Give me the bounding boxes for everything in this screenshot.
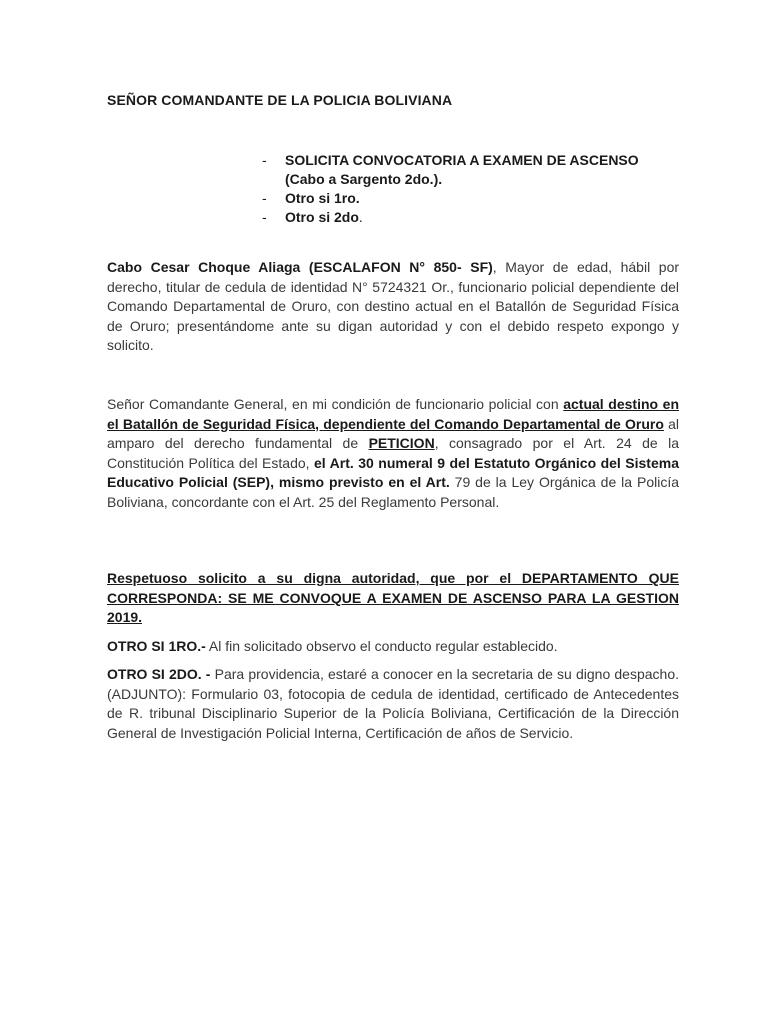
list-dash: - (262, 190, 267, 206)
subject-item (262, 208, 682, 227)
subject-text: Otro si 2do (285, 209, 359, 225)
body-emphasis-destination: actual destino en el Batallón de Seguridad Física, dependiente del Comando Departamental de Oruro (107, 396, 680, 432)
subject-suffix: . (358, 209, 363, 225)
subject-text: Otro si 1ro. (285, 190, 360, 206)
subject-item (262, 189, 682, 208)
intro-paragraph (107, 258, 679, 356)
body-text-2: al amparo del derecho fundamental de (107, 415, 679, 451)
body-paragraph (107, 395, 679, 512)
request-paragraph: Respetuoso solicito a su digna autoridad, que por el DEPARTAMENTO QUE CORRESPONDA: SE ME CONVOQUE A EXAMEN DE ASCENSO PARA LA GESTION 2019. (107, 570, 679, 625)
body-text-4: 79 de la Ley Orgánica de la Policía Boliviana, concordante con el Art. 25 del Reglamento Personal. (107, 474, 680, 510)
otrosi-1-text: Al fin solicitado observo el conducto regular establecido. (205, 638, 558, 654)
subject-item (262, 151, 682, 189)
otrosi-1-paragraph (107, 637, 679, 657)
intro-text: , Mayor de edad, hábil por derecho, titular de cedula de identidad N° 5724321 Or., funcionario policial dependiente del Comando Departamental de Oruro, con destino actual en el Batallón de Seguridad Física de Oruro; presentándome ante su digan autoridad y con el debido respeto expongo y solicito. (107, 259, 680, 353)
petitioner-name: Cabo Cesar Choque Aliaga (ESCALAFON N° 850- SF) (107, 259, 493, 275)
list-dash: - (262, 152, 267, 168)
otrosi-2-label: OTRO SI 2DO. - (107, 666, 211, 682)
subject-list (262, 151, 682, 227)
body-emphasis-peticion: PETICION (368, 435, 435, 451)
subject-text: SOLICITA CONVOCATORIA A EXAMEN DE ASCENSO (Cabo a Sargento 2do.). (285, 152, 639, 187)
otrosi-2-text: Para providencia, estaré a conocer en la secretaria de su digno despacho. (ADJUNTO): Formulario 03, fotocopia de cedula de identidad, certificado de Antecedentes de R. tribunal Disciplinario Superior de la Policía Boliviana, Certificación de la Dirección General de Investigación Policial Interna, Certificación de años de Servicio. (107, 666, 679, 741)
body-text-3: , consagrado por el Art. 24 de la Constitución Política del Estado, (107, 435, 679, 471)
otrosi-1-label: OTRO SI 1RO.- (107, 638, 206, 654)
addressee-heading: SEÑOR COMANDANTE DE LA POLICIA BOLIVIANA (107, 92, 453, 108)
otrosi-2-paragraph (107, 665, 679, 743)
list-dash: - (262, 209, 267, 225)
body-emphasis-article: el Art. 30 numeral 9 del Estatuto Orgánico del Sistema Educativo Policial (SEP), mismo previsto en el Art. (107, 454, 679, 490)
body-text-1: Señor Comandante General, en mi condición de funcionario policial con (107, 396, 564, 412)
